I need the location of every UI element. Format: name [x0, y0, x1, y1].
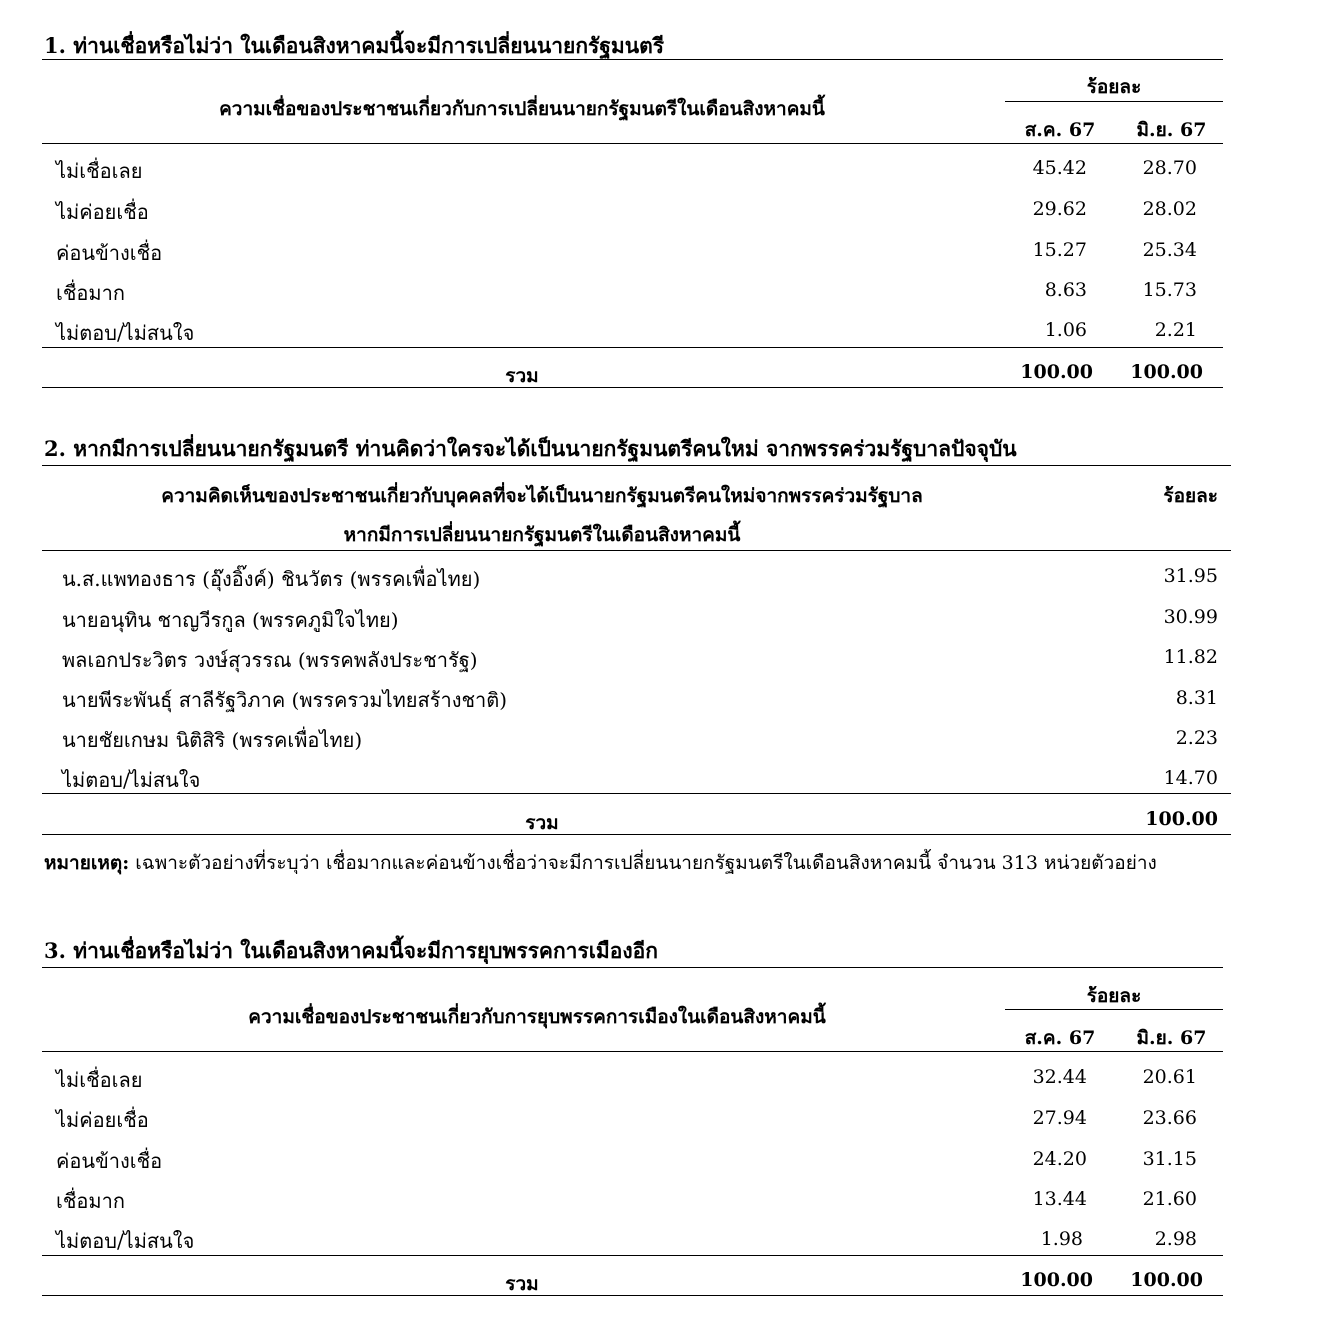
row-value-jun67: 31.15 [1142, 1148, 1197, 1170]
row-label: นายชัยเกษม นิติสิริ (พรรคเพื่อไทย) [62, 728, 363, 752]
section1-total-jun67: 100.00 [1130, 361, 1203, 383]
section2-top-rule [42, 465, 1231, 466]
row-value-aug67: 8.63 [1044, 279, 1087, 301]
row-value-jun67: 15.73 [1142, 279, 1197, 301]
section2-title: 2. หากมีการเปลี่ยนนายกรัฐมนตรี ท่านคิดว่าใครจะได้เป็นนายกรัฐมนตรีคนใหม่ จากพรรคร่วมรัฐบาลปัจจุบัน [44, 436, 1017, 461]
row-value-jun67: 2.98 [1154, 1228, 1197, 1250]
section3-title: 3. ท่านเชื่อหรือไม่ว่า ในเดือนสิงหาคมนี้จะมีการยุบพรรคการเมืองอีก [44, 938, 658, 963]
row-value-aug67: 13.44 [1032, 1188, 1087, 1210]
row-label: นายพีระพันธุ์ สาลีรัฐวิภาค (พรรครวมไทยสร้างชาติ) [62, 688, 508, 712]
row-label: ค่อนข้างเชื่อ [56, 1149, 163, 1173]
section2-column-header-line1: ความคิดเห็นของประชาชนเกี่ยวกับบุคคลที่จะได้เป็นนายกรัฐมนตรีคนใหม่จากพรรคร่วมรัฐบาล [161, 485, 923, 507]
section1-percent-label: ร้อยละ [1086, 76, 1142, 98]
section3-header-rule [42, 1051, 1223, 1052]
section2-column-header-line2: หากมีการเปลี่ยนนายกรัฐมนตรีในเดือนสิงหาคมนี้ [343, 524, 741, 546]
section1-total-label: รวม [505, 365, 539, 387]
row-label: น.ส.แพทองธาร (อุ๊งอิ๊งค์) ชินวัตร (พรรคเพื่อไทย) [62, 567, 481, 591]
section3-top-rule [42, 967, 1223, 968]
row-label: ไม่ค่อยเชื่อ [56, 1108, 149, 1132]
section1-bottom-rule [42, 387, 1223, 388]
row-value-aug67: 15.27 [1032, 239, 1087, 261]
row-value: 31.95 [1163, 565, 1218, 587]
section1-percent-rule [1005, 101, 1223, 102]
section2-bottom-rule [42, 834, 1231, 835]
section2-note [44, 848, 1157, 878]
row-value: 2.23 [1175, 727, 1218, 749]
section2-total-label: รวม [525, 812, 559, 834]
section1-title: 1. ท่านเชื่อหรือไม่ว่า ในเดือนสิงหาคมนี้จะมีการเปลี่ยนนายกรัฐมนตรี [44, 33, 665, 58]
section3-total-jun67: 100.00 [1130, 1269, 1203, 1291]
section3-total-label: รวม [505, 1273, 539, 1295]
section1-col-jun67: มิ.ย. 67 [1136, 119, 1207, 141]
section1-total-aug67: 100.00 [1020, 361, 1093, 383]
row-value-jun67: 23.66 [1142, 1107, 1197, 1129]
row-label: ไม่ค่อยเชื่อ [56, 200, 149, 224]
row-label: ไม่ตอบ/ไม่สนใจ [56, 1229, 195, 1253]
row-value-aug67: 32.44 [1032, 1066, 1087, 1088]
row-value: 30.99 [1163, 606, 1218, 628]
row-value-jun67: 28.70 [1142, 157, 1197, 179]
section3-percent-rule [1005, 1009, 1223, 1010]
row-label: ไม่ตอบ/ไม่สนใจ [56, 321, 195, 345]
row-value-jun67: 20.61 [1142, 1066, 1197, 1088]
row-label: นายอนุทิน ชาญวีรกูล (พรรคภูมิใจไทย) [62, 608, 399, 632]
section3-percent-label: ร้อยละ [1086, 985, 1142, 1007]
section1-header-rule [42, 143, 1223, 144]
section3-bottom-rule [42, 1295, 1223, 1296]
row-value-aug67: 29.62 [1032, 198, 1087, 220]
row-value-jun67: 28.02 [1142, 198, 1197, 220]
section2-header-rule [42, 550, 1231, 551]
note-text: เฉพาะตัวอย่างที่ระบุว่า เชื่อมากและค่อนข้างเชื่อว่าจะมีการเปลี่ยนนายกรัฐมนตรีในเดือนสิงหาคมนี้ จำนวน 313 หน่วยตัวอย่าง [129, 852, 1157, 874]
section3-col-aug67: ส.ค. 67 [1024, 1027, 1096, 1049]
section3-column-header: ความเชื่อของประชาชนเกี่ยวกับการยุบพรรคการเมืองในเดือนสิงหาคมนี้ [248, 1006, 826, 1028]
section1-top-rule [42, 59, 1223, 60]
row-label: ไม่เชื่อเลย [56, 159, 143, 183]
row-label: พลเอกประวิตร วงษ์สุวรรณ (พรรคพลังประชารัฐ) [62, 648, 478, 672]
section2-percent-label: ร้อยละ [1163, 485, 1218, 507]
row-label: ไม่เชื่อเลย [56, 1068, 143, 1092]
section3-total-aug67: 100.00 [1020, 1269, 1093, 1291]
row-value-aug67: 1.06 [1044, 319, 1087, 341]
row-value-jun67: 25.34 [1142, 239, 1197, 261]
row-value: 11.82 [1163, 646, 1218, 668]
row-value-aug67: 45.42 [1032, 157, 1087, 179]
row-label: ไม่ตอบ/ไม่สนใจ [62, 768, 201, 792]
row-label: เชื่อมาก [56, 281, 125, 305]
section1-col-aug67: ส.ค. 67 [1024, 119, 1096, 141]
row-value-jun67: 21.60 [1142, 1188, 1197, 1210]
row-value: 8.31 [1175, 687, 1218, 709]
section1-total-rule [42, 347, 1223, 348]
section2-total-value: 100.00 [1145, 808, 1218, 830]
section2-total-rule [42, 793, 1231, 794]
section1-column-header: ความเชื่อของประชาชนเกี่ยวกับการเปลี่ยนนายกรัฐมนตรีในเดือนสิงหาคมนี้ [219, 98, 825, 120]
row-label: เชื่อมาก [56, 1189, 125, 1213]
row-value-aug67: 1.98 [1040, 1228, 1083, 1250]
row-label: ค่อนข้างเชื่อ [56, 241, 163, 265]
section3-col-jun67: มิ.ย. 67 [1136, 1027, 1207, 1049]
row-value-aug67: 27.94 [1032, 1107, 1087, 1129]
section3-total-rule [42, 1255, 1223, 1256]
row-value-aug67: 24.20 [1032, 1148, 1087, 1170]
row-value: 14.70 [1163, 767, 1218, 789]
note-label: หมายเหตุ: [44, 852, 130, 874]
row-value-jun67: 2.21 [1154, 319, 1197, 341]
